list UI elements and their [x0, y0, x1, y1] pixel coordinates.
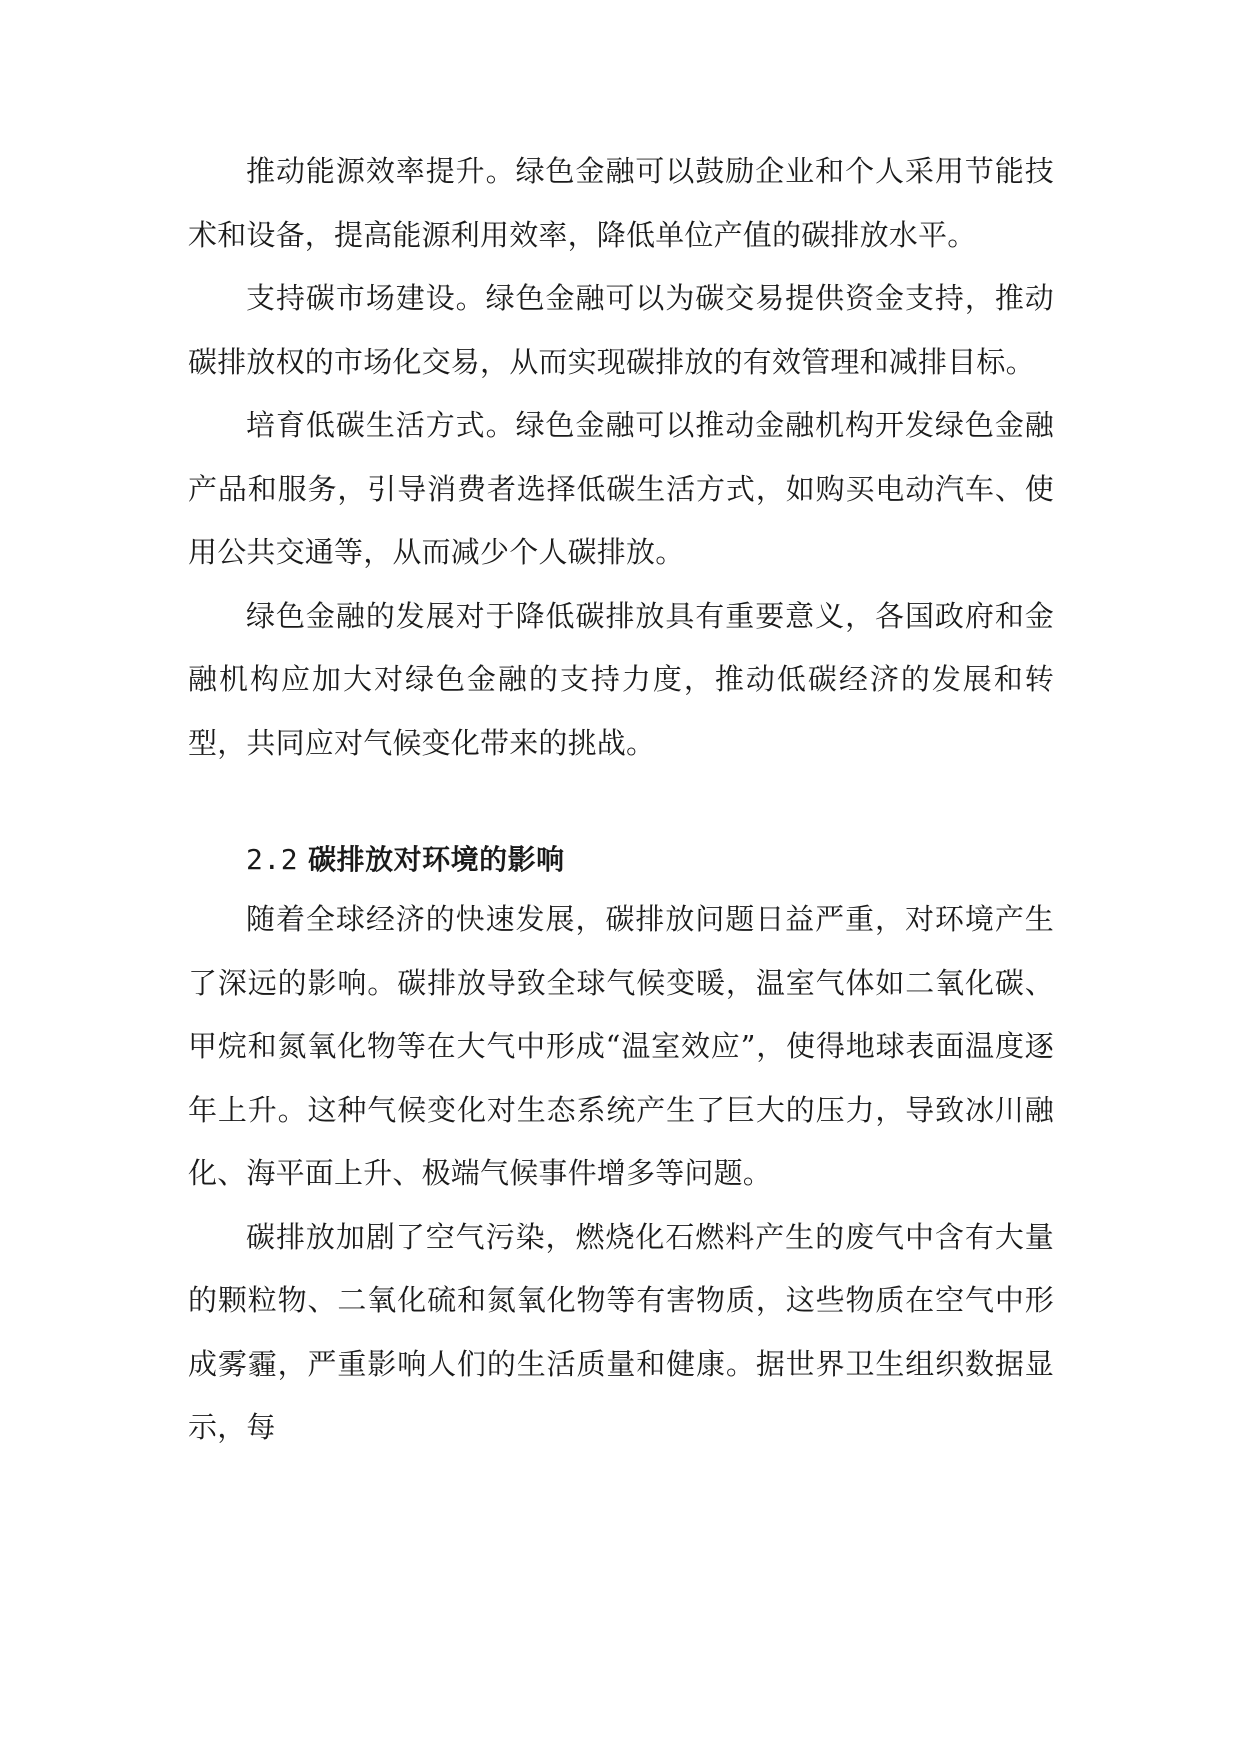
paragraph-energy-efficiency: 推动能源效率提升。绿色金融可以鼓励企业和个人采用节能技术和设备，提高能源利用效率，降低单位产值的碳排放水平。 [188, 154, 1054, 252]
paragraph-climate-warming: 随着全球经济的快速发展，碳排放问题日益严重，对环境产生了深远的影响。碳排放导致全球气候变暖，温室气体如二氧化碳、甲烷和氮氧化物等在大气中形成“温室效应”，使得地球表面温度逐年上升。这种气候变化对生态系统产生了巨大的压力，导致冰川融化、海平面上升、极端气候事件增多等问题。 [188, 902, 1054, 1190]
paragraph-low-carbon-lifestyle: 培育低碳生活方式。绿色金融可以推动金融机构开发绿色金融产品和服务，引导消费者选择低碳生活方式，如购买电动汽车、使用公共交通等，从而减少个人碳排放。 [188, 408, 1054, 569]
section-title: 碳排放对环境的影响 [308, 843, 565, 876]
section-heading [188, 832, 1054, 888]
paragraph-carbon-market: 支持碳市场建设。绿色金融可以为碳交易提供资金支持，推动碳排放权的市场化交易，从而实现碳排放的有效管理和减排目标。 [188, 281, 1054, 379]
paragraph-air-pollution: 碳排放加剧了空气污染，燃烧化石燃料产生的废气中含有大量的颗粒物、二氧化硫和氮氧化物等有害物质，这些物质在空气中形成雾霾，严重影响人们的生活质量和健康。据世界卫生组织数据显示，每 [188, 1219, 1054, 1444]
document-body [188, 140, 1054, 1460]
paragraph-green-finance-summary: 绿色金融的发展对于降低碳排放具有重要意义，各国政府和金融机构应加大对绿色金融的支持力度，推动低碳经济的发展和转型，共同应对气候变化带来的挑战。 [188, 598, 1054, 760]
section-number: 2.2 [246, 843, 299, 876]
